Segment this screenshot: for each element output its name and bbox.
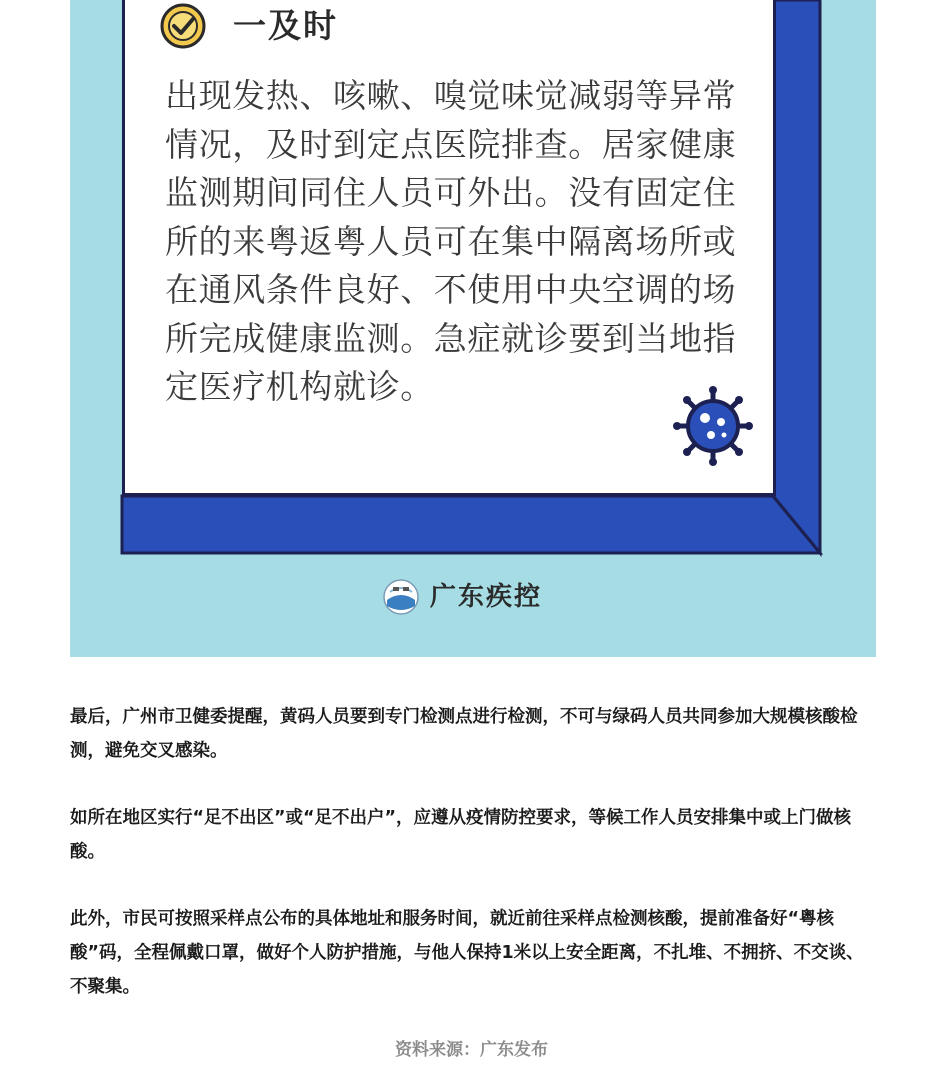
source-name: 广东疾控 xyxy=(430,582,543,612)
card-body-text: 出现发热、咳嗽、嗅觉味觉减弱等异常情况，及时到定点医院排查。居家健康监测期间同住人员可外出。没有固定住所的来粤返粤人员可在集中隔离场所或在通风条件良好、不使用中央空调的场所完成健康监测。急症就诊要到当地指定医疗机构就诊。 xyxy=(165,76,737,406)
paragraph-3: 此外，市民可按照采样点公布的具体地址和服务时间，就近前往采样点检测核酸，提前准备好“粤核酸”码，全程佩戴口罩，做好个人防护措施，与他人保持1米以上安全距离，不扎堆、不拥挤、不交谈、不聚集。 xyxy=(70,909,864,997)
check-badge-icon xyxy=(159,2,207,50)
source-caption: 资料来源：广东发布 xyxy=(395,1040,548,1060)
infographic-panel xyxy=(70,0,876,657)
paragraph-2: 如所在地区实行“足不出区”或“足不出户”，应遵从疫情防控要求，等候工作人员安排集中或上门做核酸。 xyxy=(70,808,852,862)
info-card xyxy=(122,0,776,496)
paragraph-1: 最后，广州市卫健委提醒，黄码人员要到专门检测点进行检测，不可与绿码人员共同参加大规模核酸检测，避免交叉感染。 xyxy=(70,707,858,761)
virus-icon xyxy=(671,384,755,468)
logo-icon xyxy=(382,578,420,616)
card-title: 一及时 xyxy=(233,6,338,45)
